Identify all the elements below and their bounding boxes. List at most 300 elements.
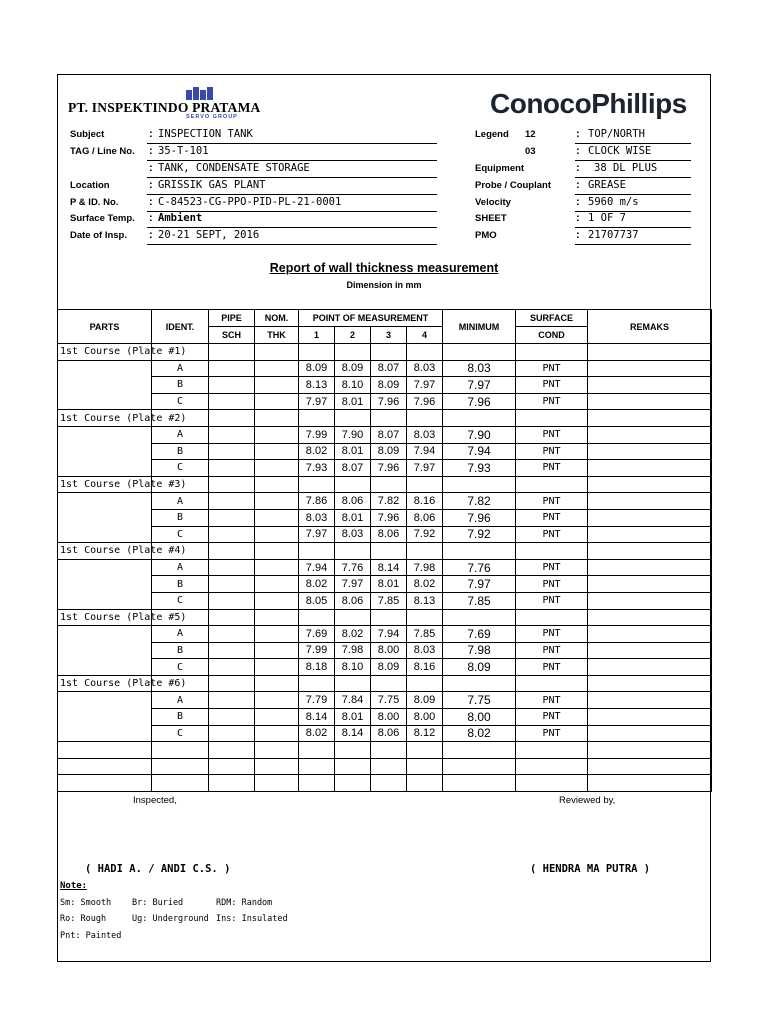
empty-cell — [588, 344, 712, 361]
measurement-cell: 8.18 — [299, 659, 335, 676]
measurement-cell: 7.86 — [299, 493, 335, 510]
minimum-cell: 7.85 — [443, 592, 516, 609]
measurement-cell: 7.84 — [335, 692, 371, 709]
empty-cell — [335, 410, 371, 427]
measurement-cell: 8.03 — [407, 360, 443, 377]
remarks-cell — [588, 526, 712, 543]
measurement-cell: 7.97 — [407, 460, 443, 477]
table-row — [58, 393, 712, 410]
surface-cond-cell: PNT — [516, 709, 588, 726]
legend-03-label: 03 — [525, 146, 536, 157]
empty-cell — [152, 758, 209, 775]
ident-cell: A — [152, 493, 209, 510]
remarks-cell — [588, 509, 712, 526]
measurement-cell: 7.96 — [371, 393, 407, 410]
legend-label: Legend — [475, 129, 509, 140]
table-row — [58, 360, 712, 377]
ident-cell: A — [152, 559, 209, 576]
probe-value: GREASE — [588, 179, 626, 191]
empty-cell — [588, 775, 712, 792]
minimum-cell: 7.94 — [443, 443, 516, 460]
measurement-cell: 7.82 — [371, 493, 407, 510]
empty-cell — [209, 543, 255, 560]
minimum-cell: 8.03 — [443, 360, 516, 377]
measurement-cell: 7.94 — [299, 559, 335, 576]
empty-cell — [209, 775, 255, 792]
empty-cell — [588, 609, 712, 626]
nom-thk-cell — [255, 393, 299, 410]
measurement-cell: 8.06 — [371, 526, 407, 543]
legend-12-label: 12 — [525, 129, 536, 140]
minimum-cell: 7.98 — [443, 642, 516, 659]
table-row — [58, 460, 712, 477]
course-title: 1st Course (Plate #2) — [58, 410, 152, 427]
measurement-cell: 8.07 — [371, 426, 407, 443]
empty-cell — [407, 543, 443, 560]
empty-cell — [255, 758, 299, 775]
empty-cell — [516, 758, 588, 775]
remarks-cell — [588, 426, 712, 443]
surface-cond-cell: PNT — [516, 659, 588, 676]
subject-value: INSPECTION TANK — [158, 128, 253, 140]
measurement-cell: 8.14 — [299, 709, 335, 726]
empty-cell — [443, 609, 516, 626]
colon: : — [576, 179, 580, 191]
nom-thk-cell — [255, 592, 299, 609]
surface-cond-cell: PNT — [516, 559, 588, 576]
course-title: 1st Course (Plate #3) — [58, 476, 152, 493]
field-underline — [147, 194, 437, 195]
minimum-cell: 8.02 — [443, 725, 516, 742]
empty-cell — [209, 410, 255, 427]
empty-cell — [299, 758, 335, 775]
empty-cell — [588, 543, 712, 560]
measurement-cell: 7.94 — [371, 626, 407, 643]
pmo-value: 21707737 — [588, 229, 639, 241]
empty-cell — [335, 742, 371, 759]
remarks-cell — [588, 460, 712, 477]
measurement-cell: 8.14 — [371, 559, 407, 576]
pipe-sch-cell — [209, 460, 255, 477]
location-label: Location — [70, 180, 110, 191]
ident-cell: C — [152, 526, 209, 543]
colon: : — [149, 162, 153, 174]
surface-cond-cell: PNT — [516, 642, 588, 659]
empty-cell — [209, 758, 255, 775]
note-item: Br: Buried — [132, 898, 184, 908]
colon: : — [149, 196, 153, 208]
surface-cond-cell: PNT — [516, 576, 588, 593]
surface-cond-cell: PNT — [516, 377, 588, 394]
remarks-cell — [588, 642, 712, 659]
measurement-cell: 7.75 — [371, 692, 407, 709]
measurement-cell: 7.96 — [371, 460, 407, 477]
measurement-cell: 8.05 — [299, 592, 335, 609]
ident-cell: A — [152, 360, 209, 377]
field-underline — [147, 244, 437, 245]
empty-cell — [255, 775, 299, 792]
surface-cond-cell: PNT — [516, 393, 588, 410]
remarks-cell — [588, 659, 712, 676]
table-row — [58, 725, 712, 742]
course-title: 1st Course (Plate #6) — [58, 675, 152, 692]
colon: : — [576, 128, 580, 140]
empty-cell — [588, 758, 712, 775]
pipe-sch-cell — [209, 443, 255, 460]
pipe-sch-cell — [209, 642, 255, 659]
measurement-cell: 7.97 — [335, 576, 371, 593]
minimum-cell: 7.93 — [443, 460, 516, 477]
empty-cell — [371, 758, 407, 775]
measurement-cell: 8.01 — [335, 509, 371, 526]
measurement-cell: 8.13 — [299, 377, 335, 394]
empty-cell — [443, 742, 516, 759]
empty-cell — [588, 476, 712, 493]
measurement-cell: 8.01 — [335, 443, 371, 460]
measurement-cell: 7.97 — [407, 377, 443, 394]
measurement-cell: 7.97 — [299, 393, 335, 410]
inspektindo-logo — [68, 87, 268, 127]
ident-cell: B — [152, 509, 209, 526]
empty-cell — [407, 675, 443, 692]
empty-cell — [516, 476, 588, 493]
measurement-cell: 8.06 — [335, 592, 371, 609]
empty-cell — [588, 675, 712, 692]
nom-thk-cell — [255, 692, 299, 709]
subject-label: Subject — [70, 129, 105, 140]
pipe-sch-cell — [209, 426, 255, 443]
nom-thk-cell — [255, 576, 299, 593]
blank-row — [58, 775, 712, 792]
measurement-cell: 8.01 — [371, 576, 407, 593]
measurement-cell: 8.09 — [371, 443, 407, 460]
pid-label: P & ID. No. — [70, 197, 119, 208]
empty-cell — [209, 476, 255, 493]
measurement-cell: 8.09 — [299, 360, 335, 377]
location-value: GRISSIK GAS PLANT — [158, 179, 266, 191]
nom-thk-cell — [255, 725, 299, 742]
measurement-cell: 8.02 — [299, 725, 335, 742]
sheet-value: 1 OF 7 — [588, 212, 626, 224]
blank-row — [58, 742, 712, 759]
empty-cell — [299, 675, 335, 692]
pipe-sch-cell — [209, 725, 255, 742]
empty-cell — [407, 742, 443, 759]
empty-cell — [516, 742, 588, 759]
measurement-cell: 7.96 — [407, 393, 443, 410]
field-underline — [147, 227, 437, 228]
equipment-label: Equipment — [475, 163, 525, 174]
pipe-sch-cell — [209, 592, 255, 609]
measurement-cell: 8.06 — [407, 509, 443, 526]
surface-cond-cell: PNT — [516, 509, 588, 526]
table-row — [58, 692, 712, 709]
empty-cell — [299, 476, 335, 493]
remarks-cell — [588, 377, 712, 394]
note-item: Ug: Underground — [132, 914, 209, 924]
col-header-minimum: MINIMUM — [443, 310, 516, 344]
parts-cell — [58, 559, 152, 609]
empty-cell — [58, 775, 152, 792]
empty-cell — [299, 775, 335, 792]
measurement-cell: 8.01 — [335, 709, 371, 726]
surface-cond-cell: PNT — [516, 725, 588, 742]
remarks-cell — [588, 443, 712, 460]
empty-cell — [335, 675, 371, 692]
measurement-cell: 8.09 — [371, 659, 407, 676]
surface-temp-value: Ambient — [158, 212, 203, 224]
note-item: Ro: Rough — [60, 914, 107, 924]
remarks-cell — [588, 559, 712, 576]
measurement-cell: 8.09 — [335, 360, 371, 377]
ident-cell: C — [152, 725, 209, 742]
measurement-cell: 7.98 — [407, 559, 443, 576]
course-title: 1st Course (Plate #5) — [58, 609, 152, 626]
course-title: 1st Course (Plate #4) — [58, 543, 152, 560]
nom-thk-cell — [255, 493, 299, 510]
table-row — [58, 576, 712, 593]
measurement-cell: 8.02 — [335, 626, 371, 643]
pmo-label: PMO — [475, 230, 497, 241]
empty-cell — [209, 609, 255, 626]
colon: : — [576, 196, 580, 208]
measurement-cell: 8.03 — [299, 509, 335, 526]
empty-cell — [58, 758, 152, 775]
ident-cell: C — [152, 592, 209, 609]
table-row — [58, 526, 712, 543]
surface-cond-cell: PNT — [516, 443, 588, 460]
col-header-surface: SURFACE — [516, 310, 588, 327]
measurement-cell: 7.98 — [335, 642, 371, 659]
empty-cell — [371, 344, 407, 361]
sheet-label: SHEET — [475, 213, 507, 224]
remarks-cell — [588, 709, 712, 726]
measurement-cell: 8.09 — [371, 377, 407, 394]
empty-cell — [209, 675, 255, 692]
course-row — [58, 543, 712, 560]
empty-cell — [152, 775, 209, 792]
measurement-cell: 7.94 — [407, 443, 443, 460]
probe-label: Probe / Couplant — [475, 180, 551, 191]
empty-cell — [516, 543, 588, 560]
note-item: RDM: Random — [216, 898, 273, 908]
field-underline — [575, 194, 691, 195]
velocity-value: 5960 m/s — [588, 196, 639, 208]
ident-cell: B — [152, 709, 209, 726]
legend-12-value: TOP/NORTH — [588, 128, 645, 140]
empty-cell — [255, 675, 299, 692]
conocophillips-logo: ConocoPhillips — [490, 88, 687, 119]
table-row — [58, 642, 712, 659]
empty-cell — [407, 410, 443, 427]
surface-cond-cell: PNT — [516, 592, 588, 609]
col-header-thk: THK — [255, 327, 299, 344]
measurement-cell: 7.76 — [335, 559, 371, 576]
empty-cell — [255, 742, 299, 759]
table-row — [58, 377, 712, 394]
measurement-cell: 8.03 — [335, 526, 371, 543]
course-row — [58, 476, 712, 493]
empty-cell — [255, 609, 299, 626]
nom-thk-cell — [255, 642, 299, 659]
empty-cell — [516, 410, 588, 427]
col-header-ident: IDENT. — [152, 310, 209, 344]
ident-cell: A — [152, 692, 209, 709]
surface-cond-cell: PNT — [516, 493, 588, 510]
empty-cell — [255, 476, 299, 493]
field-underline — [575, 143, 691, 144]
empty-cell — [443, 543, 516, 560]
field-underline — [147, 143, 437, 144]
minimum-cell: 7.90 — [443, 426, 516, 443]
empty-cell — [371, 476, 407, 493]
pipe-sch-cell — [209, 559, 255, 576]
ident-cell: A — [152, 626, 209, 643]
field-underline — [575, 227, 691, 228]
nom-thk-cell — [255, 709, 299, 726]
minimum-cell: 7.97 — [443, 377, 516, 394]
ident-cell: B — [152, 377, 209, 394]
course-row — [58, 410, 712, 427]
empty-cell — [209, 344, 255, 361]
col-header-pipe: PIPE — [209, 310, 255, 327]
note-item: Pnt: Painted — [60, 931, 122, 941]
col-header-p1: 1 — [299, 327, 335, 344]
minimum-cell: 8.09 — [443, 659, 516, 676]
measurement-cell: 7.85 — [407, 626, 443, 643]
empty-cell — [335, 775, 371, 792]
measurement-cell: 8.10 — [335, 659, 371, 676]
measurement-cell: 8.07 — [371, 360, 407, 377]
empty-cell — [371, 675, 407, 692]
measurement-table — [57, 309, 712, 792]
minimum-cell: 7.82 — [443, 493, 516, 510]
equipment-value: 38 DL PLUS — [594, 162, 658, 174]
nom-thk-cell — [255, 559, 299, 576]
note-title: Note: — [60, 881, 88, 891]
measurement-cell: 8.16 — [407, 493, 443, 510]
empty-cell — [152, 742, 209, 759]
empty-cell — [335, 344, 371, 361]
company-left-name: PT. INSPEKTINDO PRATAMA — [68, 100, 261, 115]
colon: : — [149, 128, 153, 140]
measurement-cell: 8.14 — [335, 725, 371, 742]
empty-cell — [407, 775, 443, 792]
empty-cell — [407, 344, 443, 361]
colon: : — [576, 229, 580, 241]
empty-cell — [371, 543, 407, 560]
empty-cell — [335, 543, 371, 560]
nom-thk-cell — [255, 626, 299, 643]
company-left-subtitle: SERVO GROUP — [186, 114, 238, 120]
measurement-cell: 8.02 — [299, 576, 335, 593]
legend-03-value: CLOCK WISE — [588, 145, 652, 157]
dimension-note: Dimension in mm — [346, 280, 422, 290]
colon: : — [576, 162, 580, 174]
ident-cell: B — [152, 576, 209, 593]
pipe-sch-cell — [209, 493, 255, 510]
surface-cond-cell: PNT — [516, 692, 588, 709]
empty-cell — [588, 742, 712, 759]
remarks-cell — [588, 393, 712, 410]
colon: : — [576, 212, 580, 224]
ident-cell: C — [152, 659, 209, 676]
surface-cond-cell: PNT — [516, 426, 588, 443]
minimum-cell: 7.69 — [443, 626, 516, 643]
measurement-cell: 8.02 — [407, 576, 443, 593]
pipe-sch-cell — [209, 659, 255, 676]
surface-cond-cell: PNT — [516, 626, 588, 643]
empty-cell — [407, 609, 443, 626]
col-header-parts: PARTS — [58, 310, 152, 344]
remarks-cell — [588, 692, 712, 709]
table-row — [58, 559, 712, 576]
colon: : — [149, 145, 153, 157]
surface-cond-cell: PNT — [516, 526, 588, 543]
empty-cell — [407, 758, 443, 775]
inspector-name: ( HADI A. / ANDI C.S. ) — [85, 863, 231, 875]
col-header-p2: 2 — [335, 327, 371, 344]
measurement-cell: 8.13 — [407, 592, 443, 609]
nom-thk-cell — [255, 426, 299, 443]
col-header-remarks: REMAKS — [588, 310, 712, 344]
nom-thk-cell — [255, 659, 299, 676]
colon: : — [149, 179, 153, 191]
measurement-cell: 7.69 — [299, 626, 335, 643]
date-label: Date of Insp. — [70, 230, 128, 241]
empty-cell — [299, 609, 335, 626]
empty-cell — [299, 410, 335, 427]
nom-thk-cell — [255, 443, 299, 460]
measurement-cell: 7.90 — [335, 426, 371, 443]
measurement-cell: 8.09 — [407, 692, 443, 709]
pid-value: C-84523-CG-PPO-PID-PL-21-0001 — [158, 196, 342, 208]
pipe-sch-cell — [209, 377, 255, 394]
parts-cell — [58, 692, 152, 742]
inspected-label: Inspected, — [133, 795, 177, 806]
measurement-cell: 7.97 — [299, 526, 335, 543]
surface-cond-cell: PNT — [516, 360, 588, 377]
course-title: 1st Course (Plate #1) — [58, 344, 152, 361]
empty-cell — [443, 675, 516, 692]
minimum-cell: 7.96 — [443, 509, 516, 526]
empty-cell — [299, 543, 335, 560]
empty-cell — [299, 344, 335, 361]
measurement-cell: 8.00 — [407, 709, 443, 726]
pipe-sch-cell — [209, 626, 255, 643]
empty-cell — [443, 476, 516, 493]
ident-cell: B — [152, 443, 209, 460]
empty-cell — [299, 742, 335, 759]
field-underline — [575, 177, 691, 178]
table-row — [58, 509, 712, 526]
nom-thk-cell — [255, 377, 299, 394]
parts-cell — [58, 426, 152, 476]
table-row — [58, 626, 712, 643]
surface-cond-cell: PNT — [516, 460, 588, 477]
parts-cell — [58, 626, 152, 676]
measurement-cell: 7.96 — [371, 509, 407, 526]
nom-thk-cell — [255, 526, 299, 543]
pipe-sch-cell — [209, 393, 255, 410]
remarks-cell — [588, 493, 712, 510]
ident-cell: B — [152, 642, 209, 659]
tag-label: TAG / Line No. — [70, 146, 135, 157]
remarks-cell — [588, 576, 712, 593]
measurement-cell: 8.07 — [335, 460, 371, 477]
colon: : — [149, 212, 153, 224]
nom-thk-cell — [255, 509, 299, 526]
